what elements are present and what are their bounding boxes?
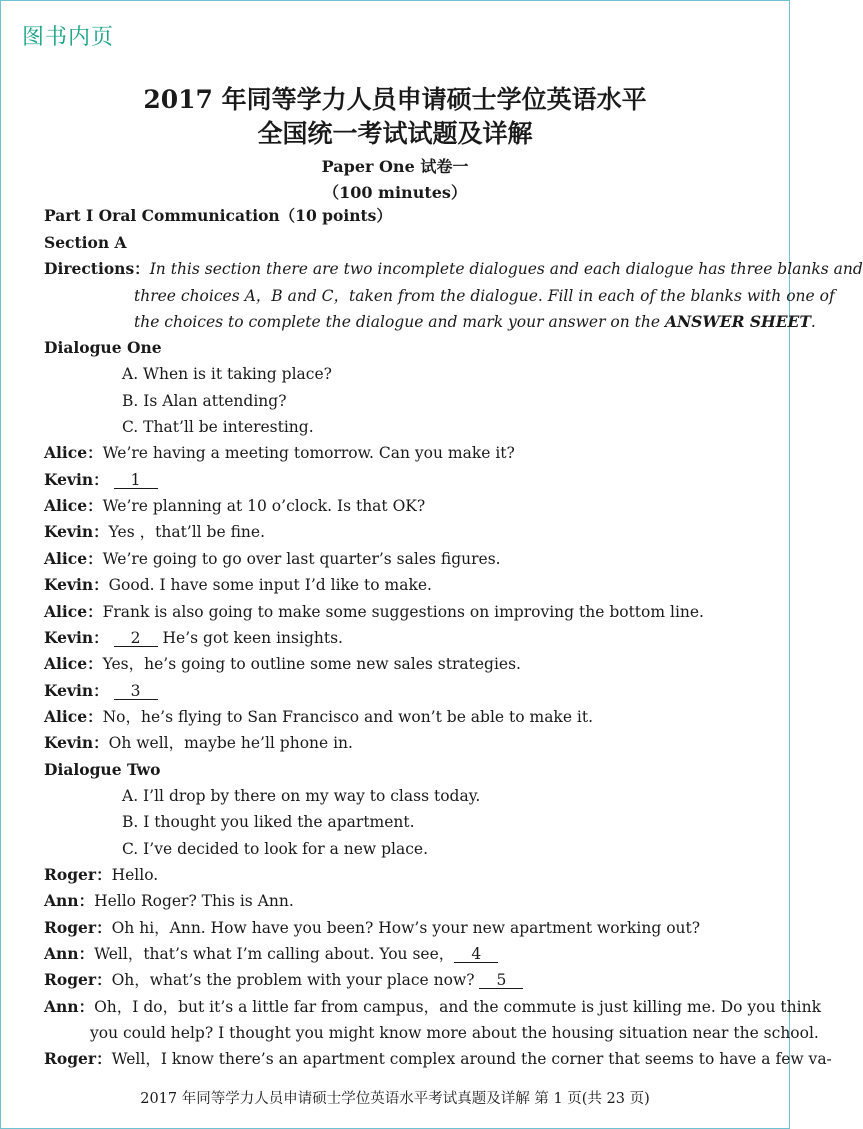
speaker-name: Kevin： — [44, 575, 109, 595]
dialogue-line — [44, 1049, 832, 1069]
dialogue-line — [44, 865, 158, 885]
speaker-name: Alice： — [44, 443, 103, 463]
dialogue-line — [44, 628, 343, 648]
utterance-text: Yes，he’s going to outline some new sales strategies. — [102, 655, 521, 674]
speaker-name: Alice： — [44, 706, 103, 726]
utterance-text: Oh well，maybe he’ll phone in. — [108, 734, 353, 753]
utterance-text: Yes ，that’ll be fine. — [108, 523, 266, 542]
directions-line3 — [134, 312, 816, 332]
choice-option: B. Is Alan attending? — [122, 391, 287, 410]
utterance-text: Well，I know there’s an apartment complex around the corner that seems to have a few va- — [111, 1050, 832, 1069]
speaker-name: Roger： — [44, 865, 112, 884]
speaker-name: Ann： — [44, 944, 95, 964]
choice-option: A. When is it taking place? — [122, 365, 332, 384]
dialogue-line — [44, 997, 821, 1017]
choice-option: C. I’ve decided to look for a new place. — [122, 839, 428, 858]
answer-sheet-emphasis: ANSWER SHEET — [664, 312, 811, 331]
choice-option: B. I thought you liked the apartment. — [122, 813, 415, 832]
speaker-name: Alice： — [44, 601, 103, 621]
directions-end: . — [810, 313, 816, 331]
dialogue-line — [44, 549, 501, 569]
dialogue-line — [44, 970, 523, 990]
paper-duration: （100 minutes） — [323, 183, 467, 202]
utterance-text: We’re having a meeting tomorrow. Can you make it? — [102, 444, 515, 463]
dialogue-line — [44, 443, 515, 463]
speaker-name: Kevin： — [44, 733, 109, 753]
dialogue-line — [90, 1023, 819, 1043]
dialogue-line — [44, 522, 265, 542]
directions-line1 — [44, 259, 863, 279]
utterance-text: He’s got keen insights. — [157, 628, 343, 647]
utterance-text: Hello. — [111, 866, 159, 884]
page-footer: 2017 年同等学力人员申请硕士学位英语水平考试真题及详解 第 1 页(共 23 页) — [140, 1091, 650, 1107]
speaker-name: Alice： — [44, 654, 103, 674]
answer-blank: 3 — [114, 683, 158, 700]
dialogue-heading: Dialogue One — [44, 338, 162, 357]
speaker-name: Roger： — [44, 917, 112, 937]
dialogue-line — [44, 470, 158, 490]
answer-blank: 4 — [454, 946, 498, 963]
utterance-text: Oh hi，Ann. How have you been? How’s your new apartment working out? — [111, 918, 701, 937]
utterance-text: Oh，what’s the problem with your place now? — [111, 971, 480, 990]
utterance-text: Frank is also going to make some suggestions on improving the bottom line. — [102, 602, 704, 621]
dialogue-line — [44, 681, 158, 701]
answer-blank: 2 — [114, 630, 158, 647]
speaker-name: Roger： — [44, 1049, 112, 1069]
part-heading: Part I Oral Communication（10 points） — [44, 206, 392, 225]
speaker-name: Kevin： — [44, 680, 109, 700]
speaker-name: Kevin： — [44, 522, 109, 542]
speaker-name: Kevin： — [44, 627, 109, 647]
choice-option: A. I’ll drop by there on my way to class today. — [122, 786, 481, 805]
speaker-name: Roger： — [44, 970, 112, 990]
directions-line2: three choices A，B and C，taken from the dialogue. Fill in each of the blanks with one of — [134, 287, 835, 305]
corner-label: 图书内页 — [22, 25, 115, 50]
utterance-text: We’re planning at 10 o’clock. Is that OK? — [102, 497, 426, 516]
section-heading: Section A — [44, 233, 127, 252]
choice-option: C. That’ll be interesting. — [122, 418, 314, 437]
speaker-name: Ann： — [44, 996, 95, 1016]
dialogue-line — [44, 733, 353, 753]
dialogue-line — [44, 575, 432, 595]
dialogue-line — [44, 707, 593, 727]
speaker-name: Kevin： — [44, 469, 109, 489]
directions-label: Directions： — [44, 259, 150, 278]
directions-text-3: the choices to complete the dialogue and mark your answer on the — [134, 313, 665, 331]
dialogue-line — [44, 918, 700, 938]
dialogue-line — [44, 891, 294, 911]
speaker-name: Ann： — [44, 891, 95, 911]
paper-name: Paper One 试卷一 — [321, 157, 469, 176]
answer-blank: 5 — [479, 972, 523, 989]
utterance-text: No，he’s flying to San Francisco and won’t be able to make it. — [102, 707, 594, 726]
answer-blank: 1 — [114, 472, 158, 489]
speaker-name: Alice： — [44, 496, 103, 516]
dialogue-heading: Dialogue Two — [44, 759, 161, 779]
exam-title-line2: 全国统一考试试题及详解 — [257, 119, 533, 148]
exam-title-line1: 2017 年同等学力人员申请硕士学位英语水平 — [143, 85, 647, 114]
utterance-text: you could help? I thought you might know more about the housing situation near the school. — [90, 1024, 819, 1043]
utterance-text: Good. I have some input I’d like to make. — [108, 576, 432, 595]
dialogue-line — [44, 944, 498, 964]
dialogue-line — [44, 496, 425, 516]
speaker-name: Alice： — [44, 548, 103, 568]
utterance-text: Well，that’s what I’m calling about. You see， — [94, 945, 455, 964]
directions-text-1: In this section there are two incomplete dialogues and each dialogue has three blanks and — [149, 260, 863, 278]
dialogue-line — [44, 602, 704, 622]
utterance-text: Hello Roger? This is Ann. — [94, 892, 294, 911]
utterance-text: Oh，I do，but it’s a little far from campus，and the commute is just killing me. Do you think — [94, 997, 821, 1016]
utterance-text: We’re going to go over last quarter’s sales figures. — [102, 549, 501, 568]
dialogue-line — [44, 654, 521, 674]
